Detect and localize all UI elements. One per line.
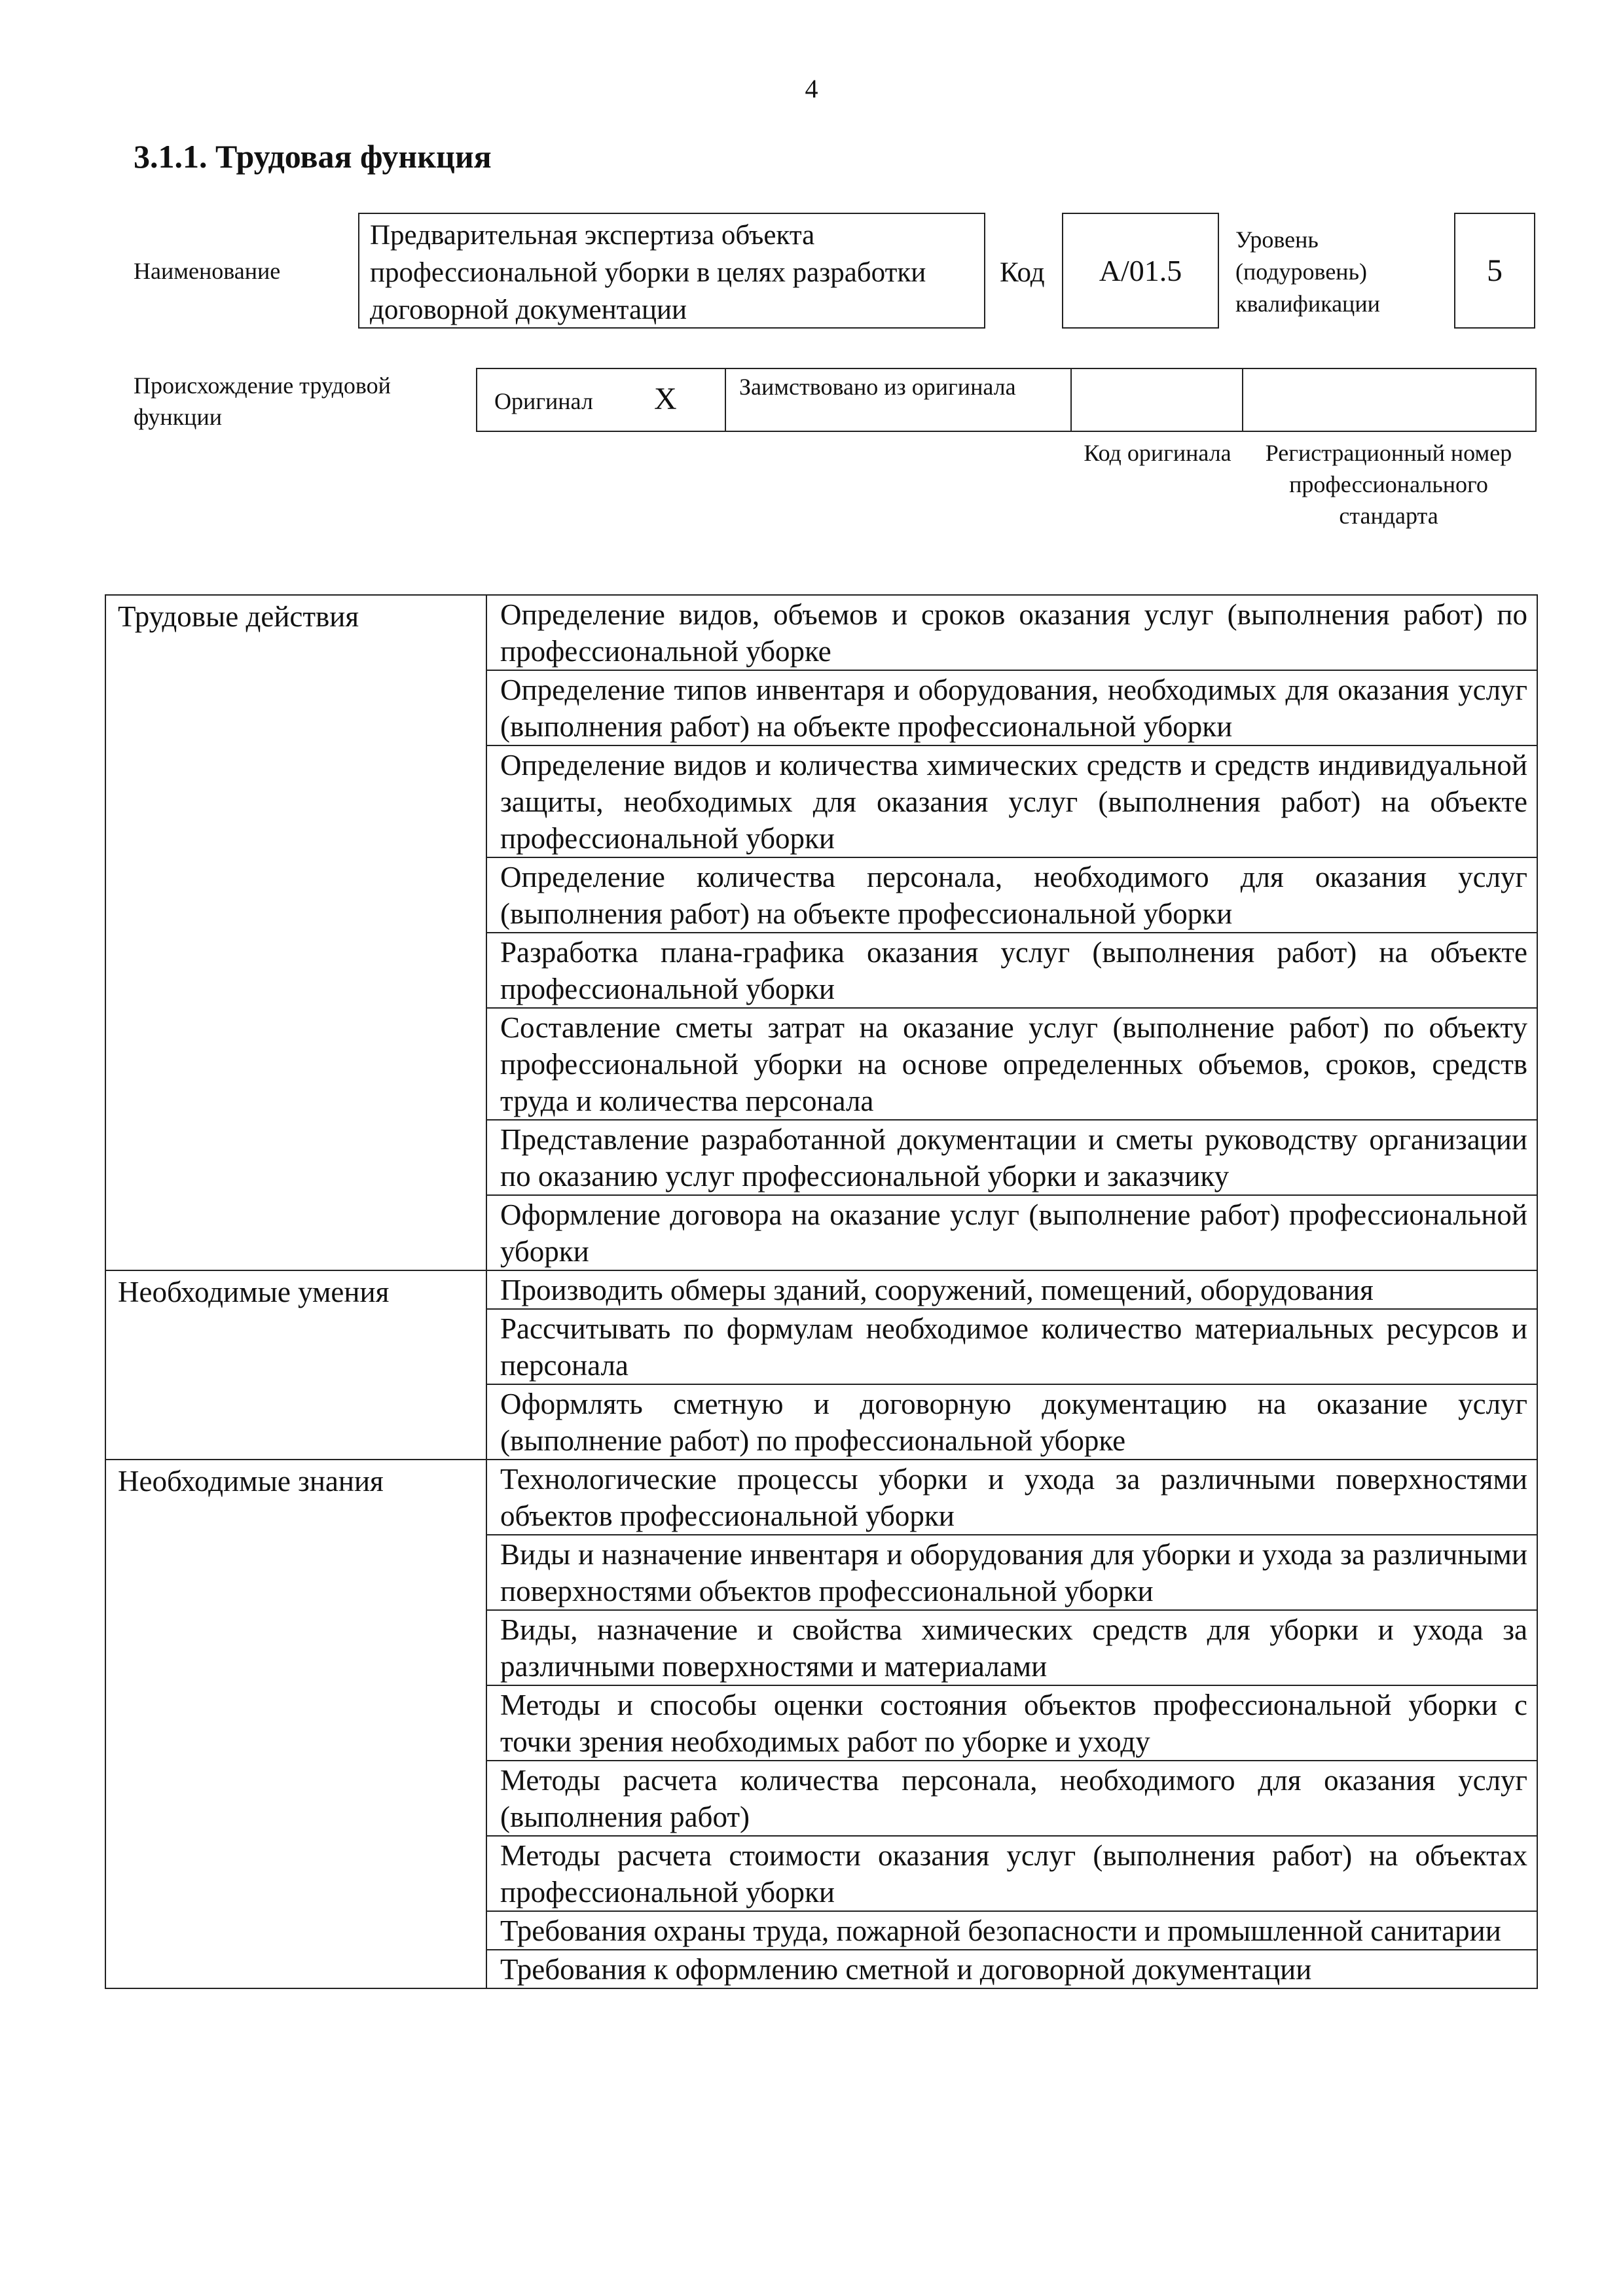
original-code-cell bbox=[1072, 369, 1243, 431]
section-item: Виды, назначение и свойства химических средств для уборки и ухода за различными поверхностями и материалами bbox=[486, 1610, 1537, 1685]
code-value: A/01.5 bbox=[1099, 254, 1182, 287]
original-mark: X bbox=[654, 382, 677, 416]
section-item: Разработка плана-графика оказания услуг (выполнения работ) на объекте профессиональной уборки bbox=[486, 933, 1537, 1008]
section-item: Методы расчета стоимости оказания услуг (выполнения работ) на объектах профессиональной уборки bbox=[486, 1836, 1537, 1911]
section-item: Рассчитывать по формулам необходимое количество материальных ресурсов и персонала bbox=[486, 1309, 1537, 1384]
section-item: Оформлять сметную и договорную документацию на оказание услуг (выполнение работ) по профессиональной уборке bbox=[486, 1384, 1537, 1460]
section-item: Требования охраны труда, пожарной безопасности и промышленной санитарии bbox=[486, 1911, 1537, 1950]
section-item: Оформление договора на оказание услуг (выполнение работ) профессиональной уборки bbox=[486, 1195, 1537, 1270]
section-item: Определение количества персонала, необходимого для оказания услуг (выполнения работ) на объекте профессиональной уборки bbox=[486, 857, 1537, 933]
borrowed-cell bbox=[726, 369, 1072, 431]
name-value: Предварительная экспертиза объекта профессиональной уборки в целях разработки договорной документации bbox=[370, 220, 926, 325]
section-title: 3.1.1. Трудовая функция bbox=[134, 138, 492, 175]
section-title-cell: Трудовые действия bbox=[105, 595, 486, 1270]
level-label: Уровень (подуровень) квалификации bbox=[1235, 226, 1380, 317]
code-label: Код bbox=[1000, 257, 1045, 288]
level-value-box bbox=[1454, 213, 1535, 329]
section-title-cell: Необходимые знания bbox=[105, 1460, 486, 1988]
section-item: Производить обмеры зданий, сооружений, помещений, оборудования bbox=[486, 1270, 1537, 1309]
name-label: Наименование bbox=[134, 258, 281, 284]
level-value: 5 bbox=[1487, 253, 1503, 288]
code-value-box bbox=[1062, 213, 1219, 329]
origin-row bbox=[476, 368, 1537, 432]
registration-number-caption: Регистрационный номер профессионального стандарта bbox=[1265, 440, 1512, 529]
section-item: Методы расчета количества персонала, необходимого для оказания услуг (выполнения работ) bbox=[486, 1761, 1537, 1836]
section-item: Методы и способы оценки состояния объектов профессиональной уборки с точки зрения необходимых работ по уборке и уходу bbox=[486, 1685, 1537, 1761]
table-row bbox=[105, 1460, 1537, 1535]
function-table bbox=[105, 594, 1538, 1989]
original-label: Оригинал bbox=[494, 388, 593, 414]
page-number: 4 bbox=[805, 74, 818, 103]
table-row bbox=[105, 1270, 1537, 1309]
section-item: Определение типов инвентаря и оборудования, необходимых для оказания услуг (выполнения работ) на объекте профессиональной уборки bbox=[486, 670, 1537, 745]
section-item: Определение видов и количества химических средств и средств индивидуальной защиты, необходимых для оказания услуг (выполнения работ) на объекте профессиональной уборки bbox=[486, 745, 1537, 857]
name-value-box bbox=[358, 213, 985, 329]
section-item: Требования к оформлению сметной и договорной документации bbox=[486, 1950, 1537, 1988]
section-item: Представление разработанной документации и сметы руководству организации по оказанию услуг профессиональной уборки и заказчику bbox=[486, 1120, 1537, 1195]
section-item: Определение видов, объемов и сроков оказания услуг (выполнения работ) по профессиональной уборке bbox=[486, 595, 1537, 670]
section-title-cell: Необходимые умения bbox=[105, 1270, 486, 1460]
original-code-caption: Код оригинала bbox=[1084, 440, 1231, 466]
section-item: Составление сметы затрат на оказание услуг (выполнение работ) по объекту профессиональной уборки на основе определенных объемов, сроков, средств труда и количества персонала bbox=[486, 1008, 1537, 1120]
table-row bbox=[105, 595, 1537, 670]
borrowed-label: Заимствовано из оригинала bbox=[739, 374, 1016, 400]
registration-number-cell bbox=[1243, 369, 1537, 431]
original-cell bbox=[477, 369, 726, 431]
section-item: Виды и назначение инвентаря и оборудования для уборки и ухода за различными поверхностями объектов профессиональной уборки bbox=[486, 1535, 1537, 1610]
section-item: Технологические процессы уборки и ухода за различными поверхностями объектов профессиональной уборки bbox=[486, 1460, 1537, 1535]
origin-label: Происхождение трудовой функции bbox=[134, 372, 391, 430]
